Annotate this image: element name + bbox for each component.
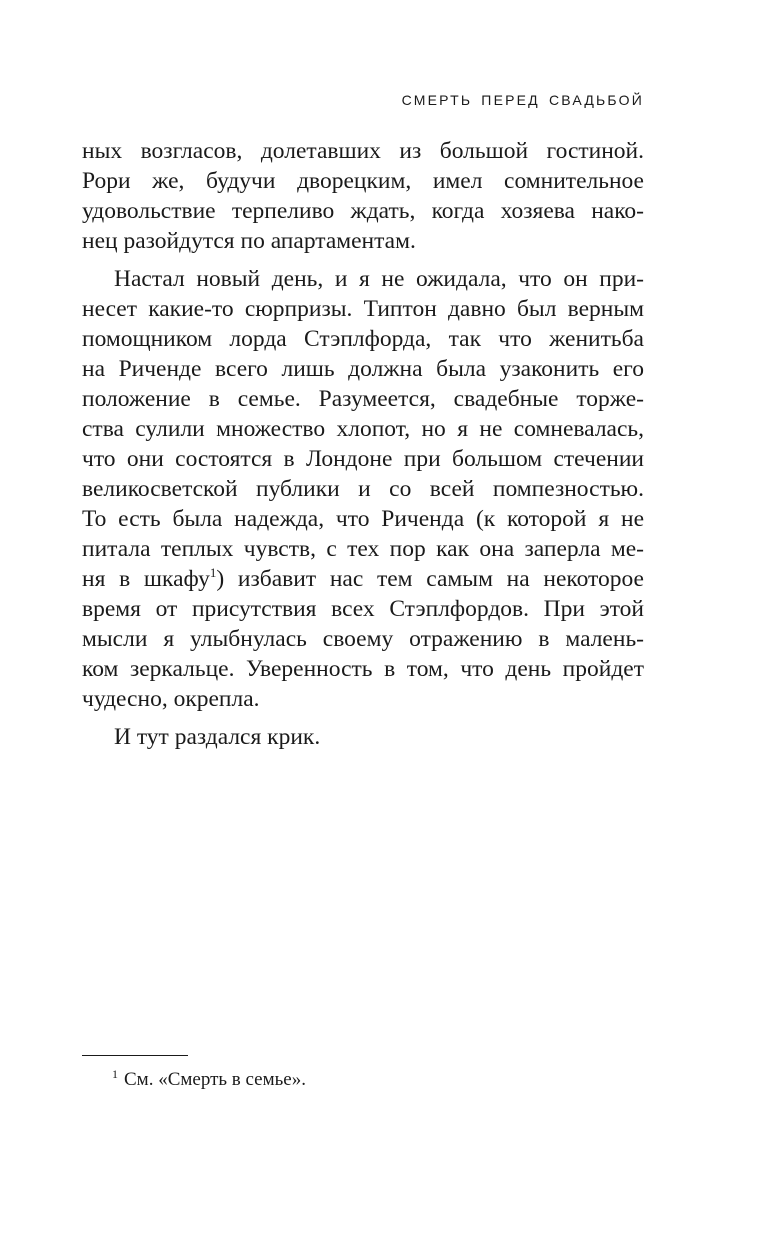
text-line: удовольствие терпеливо ждать, когда хозяева нако- [82, 198, 644, 224]
text-line: время от присутствия всех Стэплфордов. При этой [82, 596, 644, 622]
text-line: чудесно, окрепла. [82, 686, 260, 712]
body-text [82, 136, 644, 752]
paragraph-3 [82, 722, 644, 752]
text-line: Настал новый день, и я не ожидала, что он при- [114, 266, 644, 292]
footnote-number: 1 [112, 1067, 118, 1081]
text-line: несет какие-то сюрпризы. Типтон давно был верным [82, 296, 644, 322]
text-line: питала теплых чувств, с тех пор как она заперла ме- [82, 536, 644, 562]
text-line: ства сулили множество хлопот, но я не сомневалась, [82, 416, 644, 442]
text-line: на Риченде всего лишь должна была узаконить его [82, 356, 644, 382]
text-fragment: ня в шкафу [82, 566, 210, 592]
running-head-title: СМЕРТЬ ПЕРЕД СВАДЬБОЙ [401, 92, 644, 108]
text-line: Рори же, будучи дворецким, имел сомнительное [82, 168, 644, 194]
text-line: нец разойдутся по апартаментам. [82, 228, 416, 254]
text-line: ком зеркальце. Уверенность в том, что день пройдет [82, 656, 644, 682]
footnote-text: См. «Смерть в семье». [124, 1069, 306, 1090]
text-line: ных возгласов, долетавших из большой гостиной. [82, 138, 644, 164]
paragraph-2 [82, 264, 644, 714]
text-line: что они состоятся в Лондоне при большом стечении [82, 446, 644, 472]
text-line: И тут раздался крик. [114, 724, 321, 750]
text-line: великосветской публики и со всей помпезностью. [82, 476, 644, 502]
text-line: То есть была надежда, что Риченда (к которой я не [82, 506, 644, 532]
paragraph-1 [82, 136, 644, 256]
text-line-with-footnote-ref [82, 564, 644, 594]
text-line: помощником лорда Стэплфорда, так что женитьба [82, 326, 644, 352]
footnote-divider [82, 1055, 188, 1056]
text-line: положение в семье. Разумеется, свадебные торже- [82, 386, 644, 412]
footnote-reference[interactable]: 1 [209, 565, 217, 580]
text-line: мысли я улыбнулась своему отражению в малень- [82, 626, 644, 652]
text-fragment: ) избавит нас тем самым на некоторое [216, 566, 644, 592]
footnote [112, 1067, 306, 1093]
